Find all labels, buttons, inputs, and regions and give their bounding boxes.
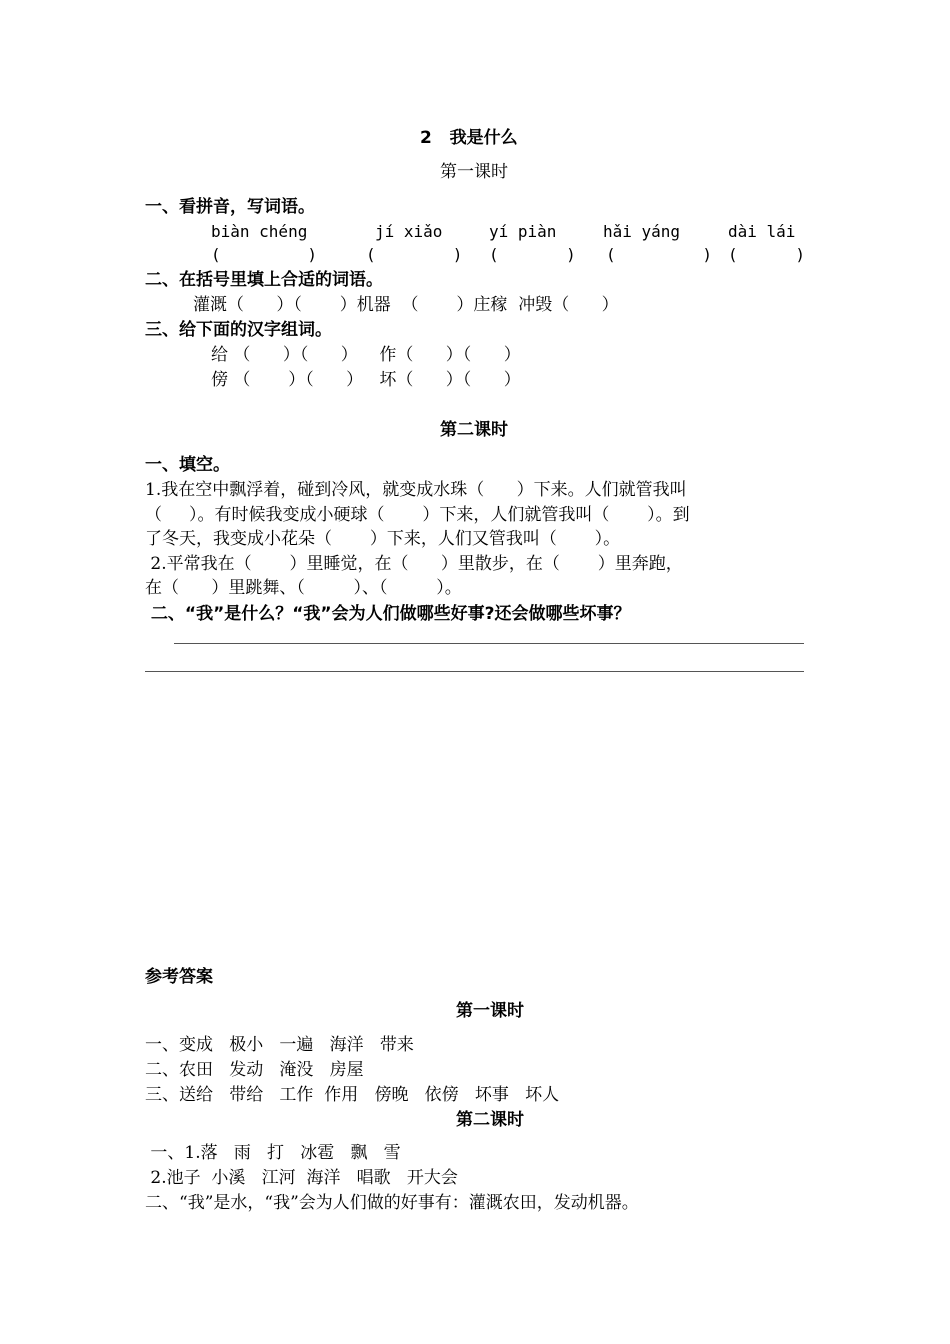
answers-lesson1-heading: 第一课时 [456,1001,524,1021]
pinyin-2: jí xiǎo [375,222,443,241]
writing-line-1 [174,643,804,644]
lesson2-heading: 第二课时 [440,420,508,440]
l1-q1-title: 一、看拼音，写词语。 [145,197,315,217]
pinyin-4: hǎi yáng [603,222,681,241]
l1-q3-row1: 给 （ ）（ ） 作（ ）（ ） [211,345,521,365]
answers-l1-line-3: 三、送给 带给 工作 作用 傍晚 依傍 坏事 坏人 [145,1085,560,1105]
answers-l1-line-2: 二、农田 发动 淹没 房屋 [145,1060,364,1080]
answers-l1-line-1: 一、变成 极小 一遍 海洋 带来 [145,1035,414,1055]
l1-q2-title: 二、在括号里填上合适的词语。 [145,270,383,290]
l2-q1-line-4: 2.平常我在（ ）里睡觉，在（ ）里散步，在（ ）里奔跑， [145,554,683,574]
pinyin-3: yí piàn [489,222,557,241]
page-title: 2 我是什么 [420,128,518,148]
l2-q1-title: 一、填空。 [145,455,230,475]
pinyin-1: biàn chéng [211,222,308,241]
answer-bracket-4: ( ) [606,245,712,264]
lesson1-heading: 第一课时 [440,162,508,182]
answers-l2-line-3: 二、“我”是水，“我”会为人们做的好事有：灌溉农田，发动机器。 [145,1193,639,1213]
l2-q1-line-5: 在（ ）里跳舞、（ ）、（ ）。 [145,578,462,598]
l1-q2-line: 灌溉（ ）（ ）机器 （ ）庄稼 冲毁（ ） [193,295,619,315]
l2-q1-line-2: （ ）。有时候我变成小硬球（ ）下来，人们就管我叫（ ）。到 [145,505,690,525]
l2-q2-title: 二、“我”是什么？“我”会为人们做哪些好事?还会做哪些坏事？ [145,604,631,624]
l2-q1-line-1: 1.我在空中飘浮着，碰到冷风，就变成水珠（ ）下来。人们就管我叫 [145,480,687,500]
writing-line-2 [145,671,804,672]
answer-bracket-2: ( ) [366,245,463,264]
answers-l2-line-1: 一、1.落 雨 打 冰雹 飘 雪 [145,1143,401,1163]
l1-q3-row2: 傍 （ ）（ ） 坏（ ）（ ） [211,370,521,390]
answers-lesson2-heading: 第二课时 [456,1110,524,1130]
answers-l2-line-2: 2.池子 小溪 江河 海洋 唱歌 开大会 [145,1168,458,1188]
answers-heading: 参考答案 [145,967,213,987]
l1-q3-title: 三、给下面的汉字组词。 [145,320,332,340]
pinyin-5: dài lái [728,222,796,241]
answer-bracket-1: ( ) [211,245,317,264]
l2-q1-line-3: 了冬天，我变成小花朵（ ）下来，人们又管我叫（ ）。 [145,529,621,549]
answer-bracket-5: ( ) [728,245,806,264]
answer-bracket-3: ( ) [489,245,576,264]
